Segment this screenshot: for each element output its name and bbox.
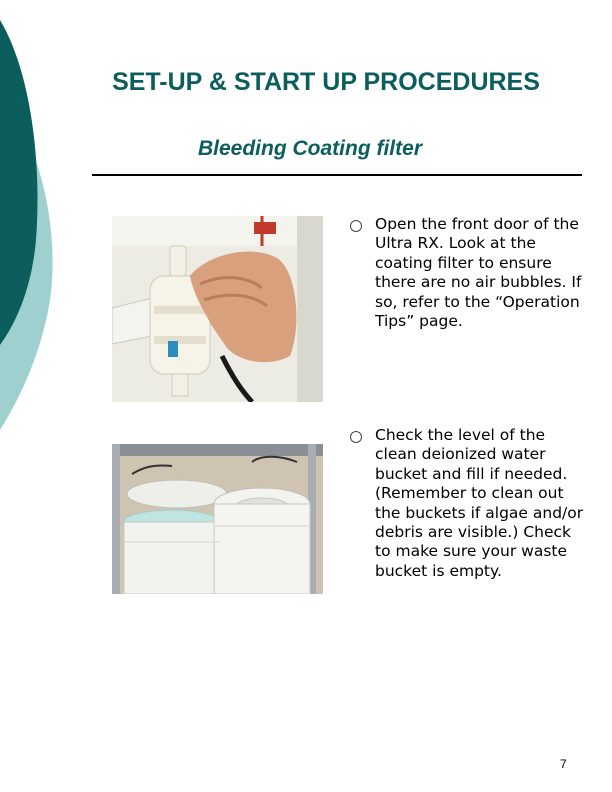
page-number: 7 [560,757,567,771]
page-title: SET-UP & START UP PROCEDURES [112,68,540,96]
water-buckets-photo [112,444,323,594]
bullet-marker [350,220,362,232]
page-subtitle: Bleeding Coating filter [197,137,422,160]
coating-filter-photo [112,216,323,402]
bullet-text: Open the front door of the Ultra RX. Look at the coating filter to ensure there are no air bubbles. If so, refer to the “Operation Tips” page. [375,215,582,331]
divider-rule [92,174,582,176]
bullet-text: Check the level of the clean deionized water bucket and fill if needed. (Remember to clean out the buckets if algae and/or debris are visible.) Check to make sure your waste bucket is empty. [375,426,584,580]
bullet-marker [350,431,362,443]
decorative-side-arcs [0,0,70,440]
